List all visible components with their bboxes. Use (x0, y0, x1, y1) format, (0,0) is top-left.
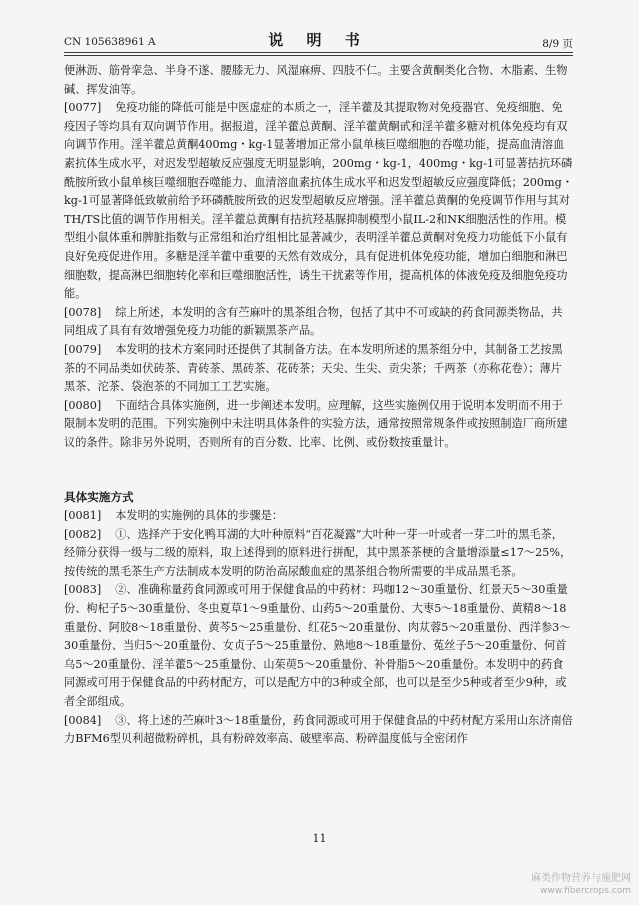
paragraph-text: 综上所述，本发明的含有苎麻叶的黑茶组合物，包括了其中不可或缺的药食同源类物品，共同组成了具有有效增强免疫力功能的新颖黑茶产品。 (64, 305, 563, 338)
paragraph-0081 (64, 507, 573, 526)
paragraph-number: [0077] (64, 101, 102, 115)
paragraph-0078 (64, 304, 573, 341)
paragraph-0077 (64, 99, 573, 304)
paragraph-text: 本发明的实施例的具体的步骤是： (115, 509, 284, 523)
paragraph-number: [0078] (64, 305, 102, 319)
document-title: 说 明 书 (268, 31, 369, 49)
paragraph-text: 便淋沥、筋骨挛急、半身不遂、腰膝无力、风湿麻痹、四肢不仁。主要含黄酮类化合物、木脂素、生物碱、挥发油等。 (64, 64, 568, 96)
page-indicator: 8/9 页 (542, 38, 573, 50)
paragraph-text: 本发明的技术方案同时还提供了其制备方法。在本发明所述的黑茶组分中，其制备工艺按黑茶的不同品类如伏砖茶、青砖茶、黑砖茶、花砖茶；天尖、生尖、贡尖茶；千两茶（亦称花卷）；薄片黑茶、沱茶、袋泡茶的不同加工工艺实施。 (64, 342, 563, 394)
page-number: 11 (312, 832, 327, 845)
document-body (64, 62, 573, 749)
paragraph-number: [0079] (64, 342, 102, 356)
paragraph-text: 免疫功能的降低可能是中医虚症的本质之一，淫羊藿及其提取物对免疫器官、免疫细胞、免疫因子等均具有双向调节作用。据报道，淫羊藿总黄酮、淫羊藿黄酮甙和淫羊藿多糖对机体免疫均有双向调节作用。淫羊藿总黄酮400mg・kg-1显著增加正常小鼠单核巨噬细胞的吞噬功能，提高血清溶血素抗体生成水平，对迟发型超敏反应强度无明显影响，200mg・kg-1，400mg・kg-1可显著拮抗环磷酰胺所致小鼠单核巨噬细胞吞噬能力、血清溶血素抗体生成水平和迟发型超敏反应强度降低；200mg・kg-1可显著降低致敏前给予环磷酰胺所致的迟发型超敏反应增强。淫羊藿总黄酮的免疫调节作用与其对TH/TS比值的调节作用相关。淫羊藿总黄酮有拮抗羟基脲抑制模型小鼠IL-2和NK细胞活性的作用。模型组小鼠体重和脾脏指数与正常组和治疗组相比显著减少，表明淫羊藿总黄酮对免疫力功能低下小鼠有良好免疫促进作用。多糖是淫羊藿中重要的天然有效成分，具有促进机体免疫功能，增加白细胞和淋巴细胞数，提高淋巴细胞转化率和巨噬细胞活性，诱生干扰素等作用，提高机体的体液免疫及细胞免疫功能。 (64, 101, 574, 301)
paragraph-number: [0083] (64, 583, 102, 597)
paragraph-text: ③、将上述的苎麻叶3～18重量份，药食同源或可用于保健食品的中药材配方采用山东济南倍力BFM6型贝利超微粉碎机，具有粉碎效率高、破壁率高、粉碎温度低与全密闭作 (64, 713, 573, 746)
watermark (531, 872, 631, 898)
patent-number: CN 105638961 A (64, 36, 156, 48)
header-rule-bottom (64, 55, 573, 56)
paragraph-0079 (64, 341, 573, 397)
paragraph-0083 (64, 581, 573, 711)
paragraph-text: ②、准确称量药食同源或可用于保健食品的中药材：玛咖12～30重量份、红景天5～30重量份、枸杞子5～30重量份、冬虫夏草1～9重量份、山药5～20重量份、大枣5～18重量份、黄精8～18重量份、阿胶8～18重量份、黄芩5～25重量份、红花5～20重量份、肉苁蓉5～20重量份、西洋参3～30重量份、当归5～20重量份、女贞子5～25重量份、熟地8～18重量份、菟丝子5～20重量份、何首乌5～20重量份、淫羊藿5～25重量份、山茱萸5～20重量份、补骨脂5～20重量份。本发明中的药食同源或可用于保健食品的中药材配方，可以是配方中的3种或全部，也可以是至少5种或者至少9种，或者全部组成。 (64, 583, 571, 708)
watermark-site-name: 麻类作物营养与施肥网 (531, 873, 631, 884)
paragraph-text: ①、选择产于安化鸭耳湖的大叶种原料“百花凝露”大叶种一芽一叶或者一芽二叶的黑毛茶，经筛分获得一级与二级的原料，取上述得到的原料进行拼配，其中黑茶茶梗的含量增添量≤17～25%，按传统的黑毛茶生产方法制成本发明的防治高尿酸血症的黑茶组合物所需要的半成品黑毛茶。 (64, 527, 572, 578)
paragraph-0082 (64, 526, 573, 582)
paragraph-text: 下面结合具体实施例，进一步阐述本发明。应理解，这些实施例仅用于说明本发明而不用于限制本发明的范围。下列实施例中未注明具体条件的实验方法，通常按照常规条件或按照制造厂商所建议的条件。除非另外说明，否则所有的百分数、比率、比例、或份数按重量计。 (64, 398, 568, 449)
page-header (64, 22, 573, 52)
header-rule-top (64, 52, 573, 53)
paragraph-0080 (64, 397, 573, 453)
section-heading: 具体实施方式 (64, 490, 134, 505)
paragraph-0084 (64, 712, 573, 749)
watermark-url: www.fibercrops.com (540, 886, 631, 896)
paragraph-number: [0084] (64, 713, 102, 727)
paragraph-number: [0081] (64, 509, 102, 523)
paragraph-number: [0082] (64, 527, 102, 541)
paragraph-number: [0080] (64, 398, 102, 412)
paragraph (64, 62, 573, 99)
